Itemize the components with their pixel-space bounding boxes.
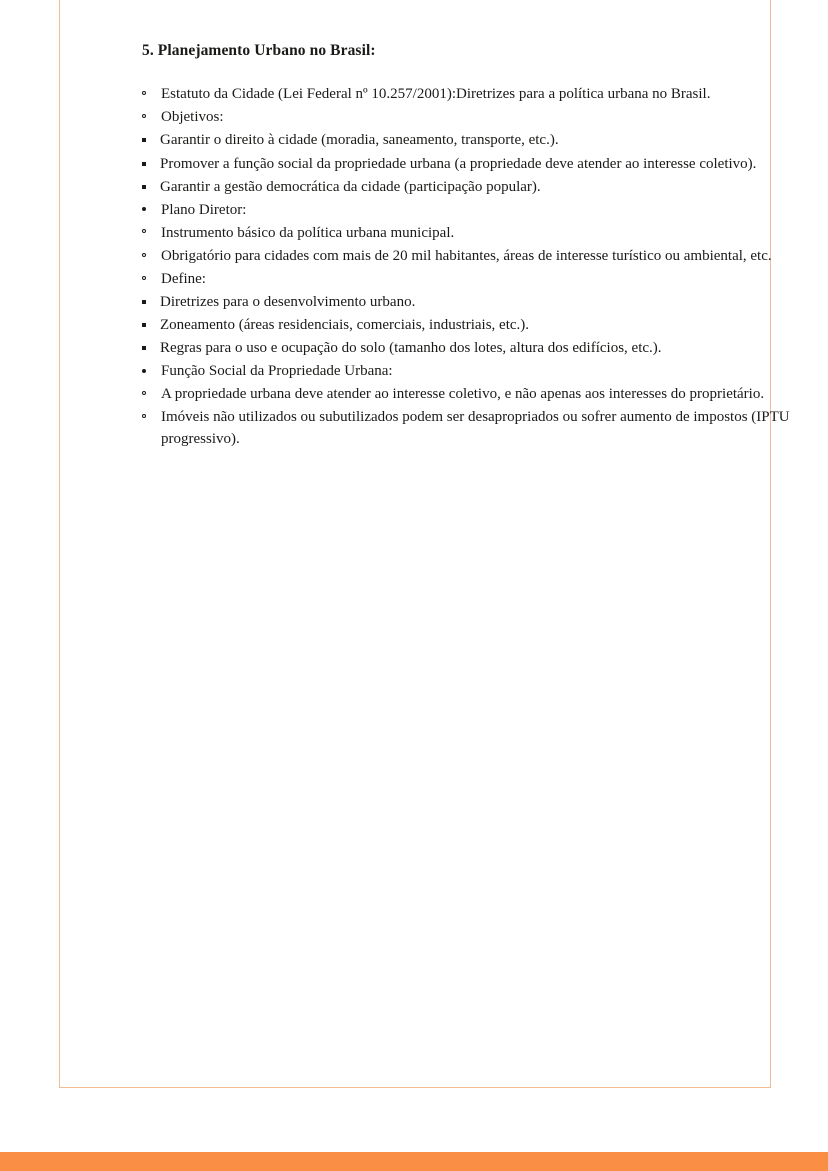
outline-item-l2 xyxy=(142,268,810,290)
outline-item-l1 xyxy=(142,360,810,382)
square-bullet-icon xyxy=(142,138,146,142)
disc-bullet-icon xyxy=(142,207,146,211)
outline-item-text: Regras para o uso e ocupação do solo (tamanho dos lotes, altura dos edifícios, etc.). xyxy=(160,339,662,356)
square-bullet-icon xyxy=(142,300,146,304)
outline-item-text: A propriedade urbana deve atender ao interesse coletivo, e não apenas aos interesses do proprietário. xyxy=(161,385,765,402)
outline-item-l2 xyxy=(142,222,810,244)
outline-item-text: Instrumento básico da política urbana municipal. xyxy=(161,224,455,241)
footer-accent-bar xyxy=(0,1152,828,1171)
document-content xyxy=(142,41,810,451)
outline-item-l2 xyxy=(142,406,810,450)
outline-item-text: Imóveis não utilizados ou subutilizados podem ser desapropriados ou sofrer aumento de impostos (IPTU progressivo). xyxy=(161,409,790,448)
outline-item-l3 xyxy=(142,337,810,359)
outline-item-text: Função Social da Propriedade Urbana: xyxy=(161,362,393,379)
outline-item-l2 xyxy=(142,245,810,267)
outline-item-text: Promover a função social da propriedade urbana (a propriedade deve atender ao interesse coletivo). xyxy=(160,155,757,172)
outline-item-l3 xyxy=(142,314,810,336)
outline-item-text: Define: xyxy=(161,270,206,287)
outline-item-l3 xyxy=(142,291,810,313)
outline-item-text: Objetivos: xyxy=(161,109,224,126)
outline-item-text: Garantir o direito à cidade (moradia, saneamento, transporte, etc.). xyxy=(160,132,559,149)
circle-bullet-icon xyxy=(142,414,146,418)
square-bullet-icon xyxy=(142,162,146,166)
outline-list xyxy=(142,83,810,450)
circle-bullet-icon xyxy=(142,229,146,233)
square-bullet-icon xyxy=(142,346,146,350)
outline-item-text: Zoneamento (áreas residenciais, comerciais, industriais, etc.). xyxy=(160,316,530,333)
outline-item-text: Diretrizes para o desenvolvimento urbano. xyxy=(160,293,416,310)
page-frame xyxy=(59,0,790,1088)
circle-bullet-icon xyxy=(142,276,146,280)
circle-bullet-icon xyxy=(142,253,146,257)
outline-item-l2 xyxy=(142,383,810,405)
outline-item-l2 xyxy=(142,106,810,128)
outline-item-text: Garantir a gestão democrática da cidade (participação popular). xyxy=(160,178,541,195)
circle-bullet-icon xyxy=(142,391,146,395)
circle-bullet-icon xyxy=(142,114,146,118)
outline-item-text: Estatuto da Cidade (Lei Federal nº 10.257/2001):Diretrizes para a política urbana no Brasil. xyxy=(161,86,711,103)
outline-item-l2 xyxy=(142,83,810,105)
outline-item-text: Plano Diretor: xyxy=(161,201,247,218)
page-title: 5. Planejamento Urbano no Brasil: xyxy=(142,42,376,59)
outline-item-text: Obrigatório para cidades com mais de 20 mil habitantes, áreas de interesse turístico ou ambiental, etc. xyxy=(161,247,772,264)
outline-item-l3 xyxy=(142,129,810,151)
disc-bullet-icon xyxy=(142,369,146,373)
circle-bullet-icon xyxy=(142,91,146,95)
square-bullet-icon xyxy=(142,323,146,327)
outline-item-l1 xyxy=(142,199,810,221)
outline-item-l3 xyxy=(142,153,810,175)
outline-item-l3 xyxy=(142,176,810,198)
square-bullet-icon xyxy=(142,185,146,189)
